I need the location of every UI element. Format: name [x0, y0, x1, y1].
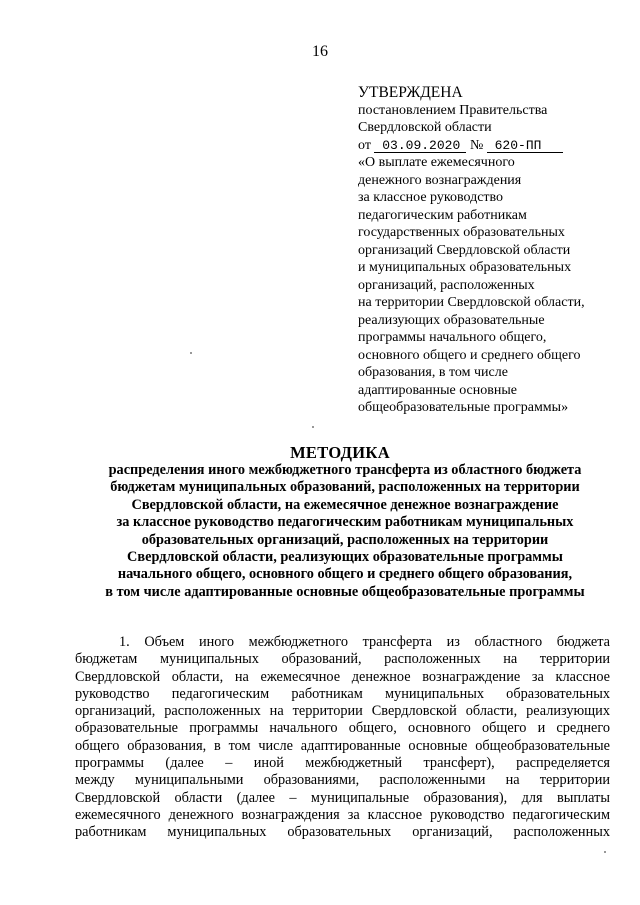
approval-title-line: на территории Свердловской области, [358, 295, 585, 310]
paragraph-line: работникам муниципальных образовательных организаций, расположенных [75, 824, 610, 841]
paragraph-line: 1. Объем иного межбюджетного трансферта из областного бюджета [119, 634, 610, 650]
approval-date: 03.09.2020 [374, 139, 466, 153]
approval-title-line: за классное руководство [358, 190, 504, 205]
subtitle-line: бюджетам муниципальных образований, расположенных на территории [110, 479, 580, 496]
approval-title-line: общеобразовательные программы» [358, 400, 569, 415]
approval-title-line: организаций, расположенных [358, 277, 535, 293]
approval-resolution-title [358, 154, 633, 417]
approval-title-line: программы начального общего, [358, 330, 547, 345]
approval-line-1: постановлением Правительства [358, 102, 548, 118]
approval-title-line: реализующих образовательные [358, 312, 545, 328]
paragraph-line: Свердловской области, на ежемесячное денежное вознаграждение за классное [75, 668, 610, 685]
paragraph-line: ежемесячного денежного вознаграждения за классное руководство педагогическим [75, 806, 610, 823]
approval-title-line: адаптированные основные [358, 382, 517, 398]
paragraph-line: общего образования, в том числе адаптированные основные общеобразовательные [75, 737, 610, 754]
paragraph-line: руководство педагогическим работникам муниципальных образовательных [75, 685, 610, 702]
number-prefix: № [469, 137, 484, 153]
approval-title-line: «О выплате ежемесячного [358, 155, 515, 170]
subtitle-line: начального общего, основного общего и среднего общего образования, [117, 566, 573, 583]
approval-title-line: организаций Свердловской области [358, 242, 571, 258]
paragraph-line: программы (далее – иной межбюджетный трансферт), распределяется [75, 755, 610, 772]
approval-number: 620-ПП [487, 139, 563, 153]
paragraph-line: бюджетам муниципальных образований, расположенных на территории [75, 651, 610, 668]
approval-title-line: и муниципальных образовательных [358, 260, 572, 275]
date-prefix: от [358, 137, 371, 153]
subtitle-line: Свердловской области, реализующих образовательные программы [127, 549, 563, 566]
subtitle-line: в том числе адаптированные основные общеобразовательные программы [105, 583, 585, 600]
approval-title-line: педагогическим работникам [358, 207, 527, 223]
approval-title-line: государственных образовательных [358, 225, 565, 240]
scan-speck [604, 851, 606, 853]
approval-stamp [358, 84, 633, 417]
scan-speck [312, 426, 314, 428]
paragraph-line: между муниципальными образованиями, расположенными на территории [75, 772, 610, 789]
approval-date-line [358, 137, 633, 155]
paragraph-line: организаций, расположенных на территории Свердловской области, реализующих [75, 703, 610, 720]
scan-speck [190, 352, 192, 354]
subtitle-line: Свердловской области, на ежемесячное денежное вознаграждение [131, 496, 559, 513]
document-title: МЕТОДИКА [290, 443, 390, 462]
paragraph-line: образовательные программы начального общего, основного общего и среднего [75, 720, 610, 737]
approval-line-2: Свердловской области [358, 120, 492, 135]
approval-title-line: образования, в том числе [358, 365, 508, 380]
approval-title-line: денежного вознаграждения [358, 172, 522, 188]
subtitle-line: за классное руководство педагогическим работникам муниципальных [116, 514, 574, 531]
approval-title-line: основного общего и среднего общего [358, 347, 581, 363]
paragraph-line: Свердловской области (далее – муниципальные образования), для выплаты [75, 789, 610, 806]
paragraph-1 [75, 634, 610, 842]
approval-heading: УТВЕРЖДЕНА [358, 84, 463, 101]
document-subtitle [70, 462, 620, 601]
subtitle-line: образовательных организаций, расположенных на территории [141, 531, 549, 548]
subtitle-line: распределения иного межбюджетного трансферта из областного бюджета [108, 462, 582, 478]
page-number: 16 [312, 43, 328, 60]
